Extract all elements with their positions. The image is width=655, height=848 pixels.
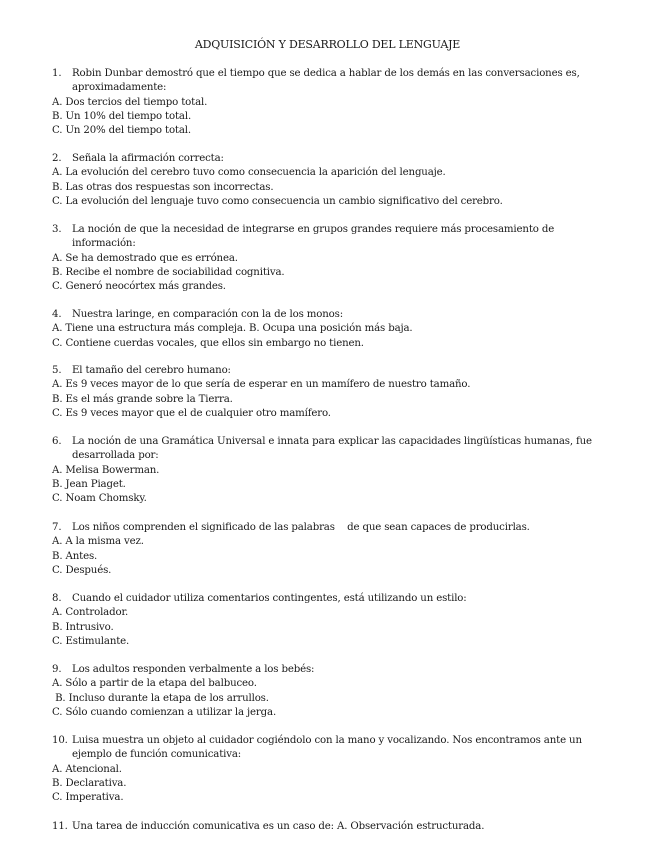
question-8 <box>52 592 612 649</box>
question-2 <box>52 152 612 209</box>
option: A. A la misma vez. <box>52 536 144 548</box>
option: C. Noam Chomsky. <box>52 493 147 505</box>
question-text: 6. La noción de una Gramática Universal e innata para explicar las capacidades lingüísticas humanas, fue desarrollada por: <box>52 436 592 462</box>
question-1 <box>52 67 612 138</box>
option: C. Imperativa. <box>52 792 124 804</box>
question-4 <box>52 308 612 351</box>
option: B. Las otras dos respuestas son incorrectas. <box>52 181 274 193</box>
question-3 <box>52 223 612 294</box>
question-text: 3. La noción de que la necesidad de integrarse en grupos grandes requiere más procesamiento de información: <box>52 224 555 250</box>
question-number: 3. <box>52 224 62 235</box>
question-text: 8. Cuando el cuidador utiliza comentarios contingentes, está utilizando un estilo: <box>52 592 612 606</box>
option: C. Después. <box>52 564 112 576</box>
question-text: 1. Robin Dunbar demostró que el tiempo que se dedica a hablar de los demás en las conversaciones es, aproximadamente: <box>52 68 580 94</box>
option: A. Dos tercios del tiempo total. <box>52 96 208 108</box>
option: A. Sólo a partir de la etapa del balbuceo. <box>52 678 257 690</box>
question-text: 7. Los niños comprenden el significado de las palabras de que sean capaces de producirlas. <box>52 521 612 535</box>
option: A. La evolución del cerebro tuvo como consecuencia la aparición del lenguaje. <box>52 167 446 179</box>
question-number: 5. <box>52 365 62 376</box>
option: B. Recibe el nombre de sociabilidad cognitiva. <box>52 266 285 278</box>
question-text: 9. Los adultos responden verbalmente a los bebés: <box>52 663 612 677</box>
question-11 <box>52 820 612 834</box>
option: A. Es 9 veces mayor de lo que sería de esperar en un mamífero de nuestro tamaño. <box>52 379 471 391</box>
option: B. Incluso durante la etapa de los arrullos. <box>52 692 269 704</box>
option: B. Intrusivo. <box>52 621 114 633</box>
question-number: 9. <box>52 664 62 675</box>
question-5 <box>52 364 612 421</box>
question-number: 4. <box>52 309 62 320</box>
question-6 <box>52 435 612 506</box>
question-number: 2. <box>52 153 62 164</box>
option: A. Controlador. <box>52 607 129 619</box>
question-number: 11. <box>52 821 68 832</box>
question-9 <box>52 663 612 720</box>
option: B. Declarativa. <box>52 777 127 789</box>
question-number: 8. <box>52 593 62 604</box>
question-text: 2. Señala la afirmación correcta: <box>52 152 612 166</box>
option: C. Sólo cuando comienzan a utilizar la jerga. <box>52 706 277 718</box>
question-7 <box>52 521 612 578</box>
document-title: ADQUISICIÓN Y DESARROLLO DEL LENGUAJE <box>194 38 461 51</box>
option: B. Un 10% del tiempo total. <box>52 110 192 122</box>
question-text: 5. El tamaño del cerebro humano: <box>52 364 612 378</box>
option: A. Melisa Bowerman. <box>52 464 160 476</box>
option: C. Contiene cuerdas vocales, que ellos sin embargo no tienen. <box>52 337 364 349</box>
option: C. Generó neocórtex más grandes. <box>52 281 226 293</box>
option: B. Antes. <box>52 550 98 562</box>
question-text: 11. Una tarea de inducción comunicativa es un caso de: A. Observación estructurada. <box>52 820 612 834</box>
option: C. Estimulante. <box>52 635 130 647</box>
option: A. Atencional. <box>52 763 122 775</box>
question-number: 6. <box>52 436 62 447</box>
question-number: 7. <box>52 522 62 533</box>
option: C. La evolución del lenguaje tuvo como consecuencia un cambio significativo del cerebro. <box>52 195 503 207</box>
option: A. Se ha demostrado que es errónea. <box>52 252 238 264</box>
option: C. Un 20% del tiempo total. <box>52 125 191 137</box>
question-text: 10. Luisa muestra un objeto al cuidador cogiéndolo con la mano y vocalizando. Nos encontramos ante un ejemplo de función comunicativa: <box>52 735 582 761</box>
option: B. Jean Piaget. <box>52 478 126 490</box>
question-number: 10. <box>52 735 68 746</box>
option: A. Tiene una estructura más compleja. B. Ocupa una posición más baja. <box>52 323 413 335</box>
option: C. Es 9 veces mayor que el de cualquier otro mamífero. <box>52 407 331 419</box>
question-text: 4. Nuestra laringe, en comparación con la de los monos: <box>52 308 612 322</box>
option: B. Es el más grande sobre la Tierra. <box>52 393 233 405</box>
question-10 <box>52 734 612 805</box>
question-number: 1. <box>52 68 62 79</box>
